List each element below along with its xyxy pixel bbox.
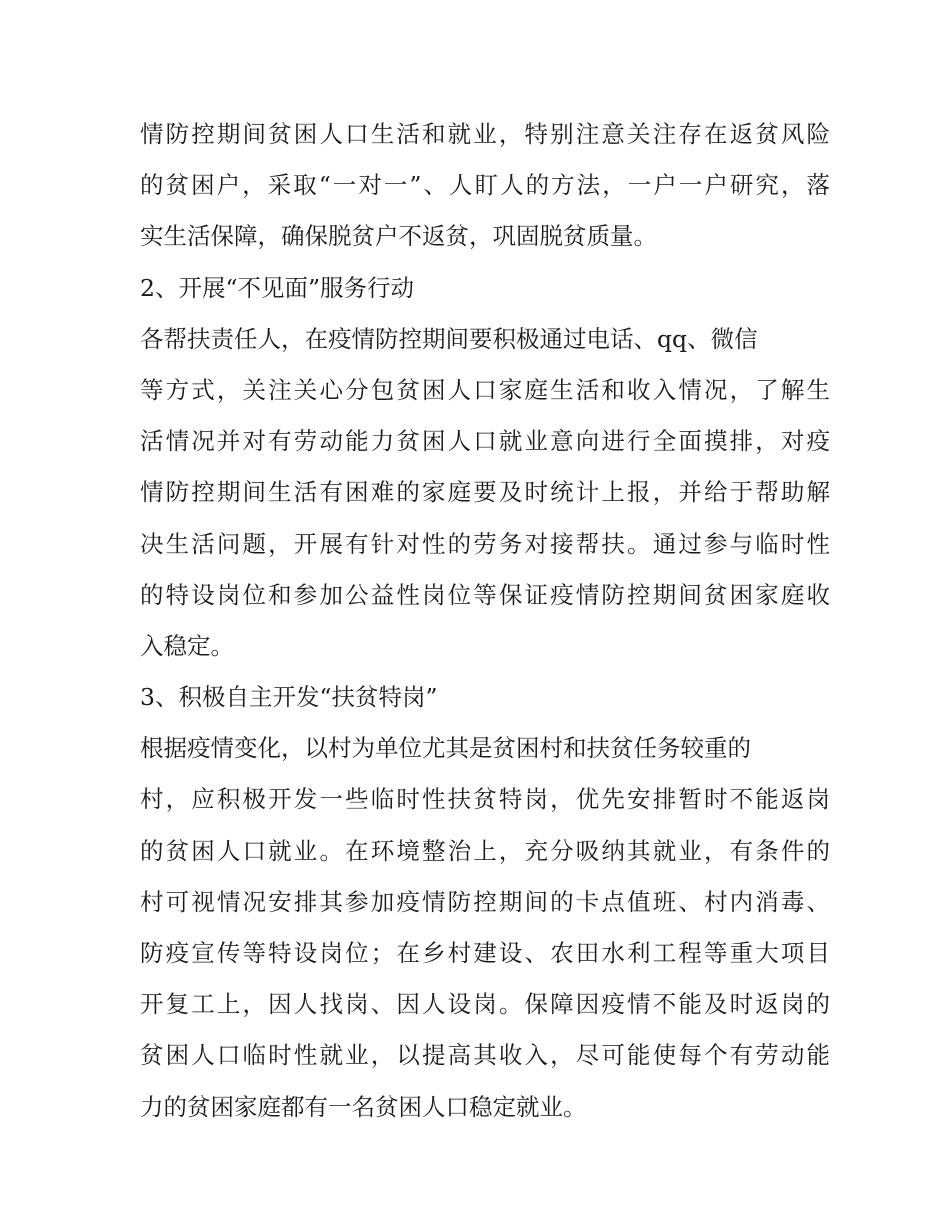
section-heading: 3、积极自主开发“扶贫特岗”: [140, 683, 438, 712]
paragraph-line: 情防控期间贫困人口生活和就业，特别注意关注存在返贫风险: [140, 120, 830, 148]
paragraph-line: 入稳定。: [140, 631, 234, 660]
paragraph-line: 力的贫困家庭都有一名贫困人口稳定就业。: [140, 1092, 587, 1121]
paragraph-line: 开复工上，因人找岗、因人设岗。保障因疫情不能及时返岗的: [140, 990, 830, 1019]
paragraph-line: 的贫困户，采取“一对一”、人盯人的方法，一户一户研究，落: [140, 171, 830, 200]
paragraph-line: 的特设岗位和参加公益性岗位等保证疫情防控期间贫困家庭收: [140, 580, 830, 609]
paragraph-line: 防疫宣传等特设岗位；在乡村建设、农田水利工程等重大项目: [140, 939, 830, 967]
section-heading: 2、开展“不见面”服务行动: [140, 273, 414, 302]
paragraph-line: 贫困人口临时性就业，以提高其收入，尽可能使每个有劳动能: [140, 1041, 830, 1070]
document-body: [140, 109, 830, 1133]
paragraph-line: 村可视情况安排其参加疫情防控期间的卡点值班、村内消毒、: [140, 887, 830, 916]
paragraph-line: 的贫困人口就业。在环境整治上，充分吸纳其就业，有条件的: [140, 836, 830, 865]
paragraph-line: 根据疫情变化，以村为单位尤其是贫困村和扶贫任务较重的: [140, 734, 751, 763]
paragraph-line: 实生活保障，确保脱贫户不返贫，巩固脱贫质量。: [140, 222, 657, 251]
paragraph-line: 活情况并对有劳动能力贫困人口就业意向进行全面摸排，对疫: [140, 427, 830, 456]
paragraph-line: 决生活问题，开展有针对性的劳务对接帮扶。通过参与临时性: [140, 529, 830, 558]
paragraph-line: 村，应积极开发一些临时性扶贫特岗，优先安排暂时不能返岗: [140, 785, 830, 814]
paragraph-line: 各帮扶责任人，在疫情防控期间要积极通过电话、qq、微信: [140, 324, 758, 353]
paragraph-line: 等方式，关注关心分包贫困人口家庭生活和收入情况，了解生: [140, 375, 830, 404]
paragraph-line: 情防控期间生活有困难的家庭要及时统计上报，并给于帮助解: [140, 478, 830, 507]
